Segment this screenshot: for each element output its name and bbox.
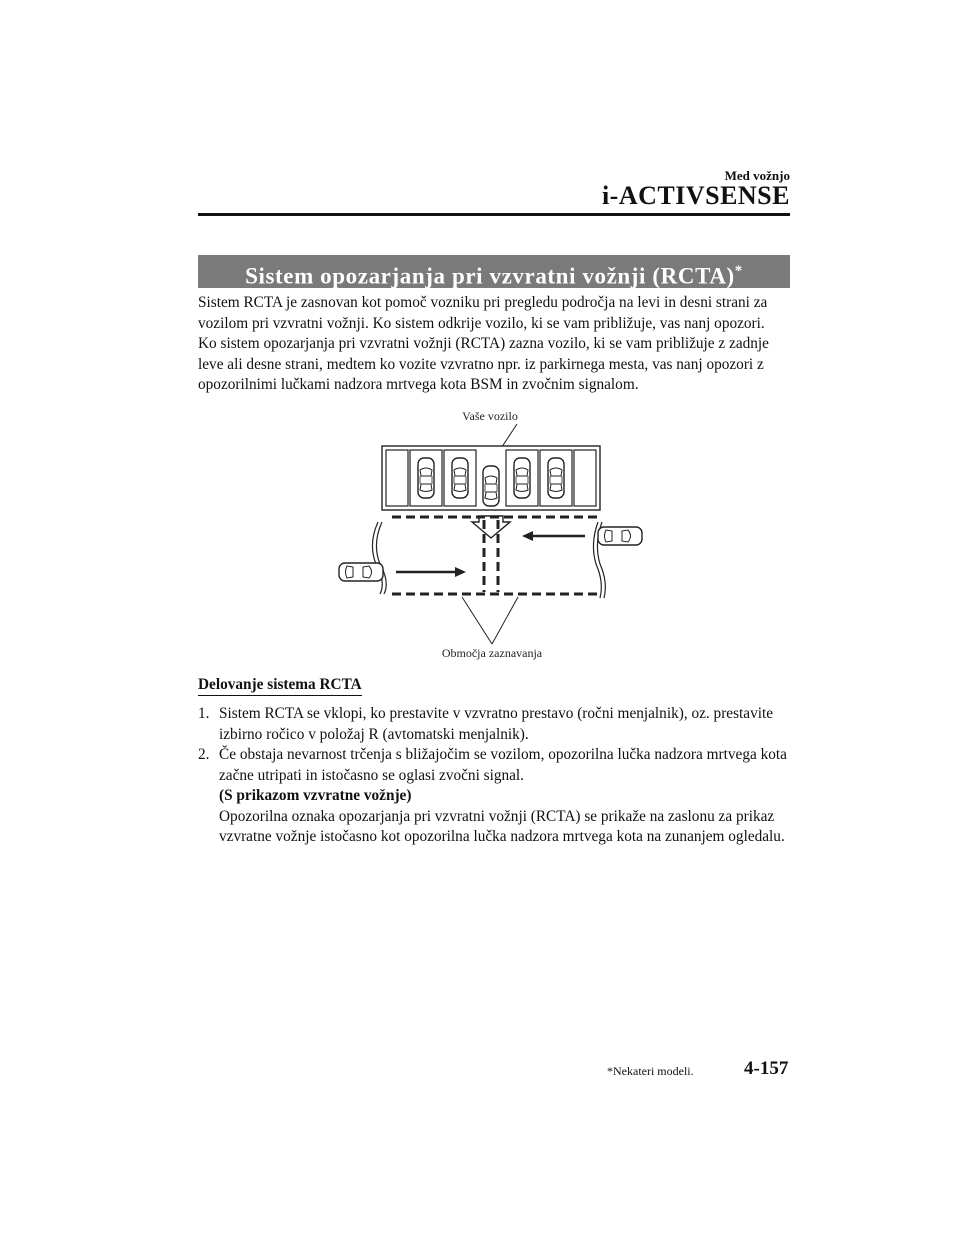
arrow-from-right bbox=[522, 531, 585, 541]
reverse-arrow bbox=[472, 516, 510, 538]
section-title: Sistem opozarjanja pri vzvratni vožnji (RCTA) bbox=[245, 263, 735, 289]
parked-car-1 bbox=[418, 458, 434, 498]
list-item bbox=[198, 704, 790, 745]
list-extra-text: Opozorilna oznaka opozarjanja pri vzvratni vožnji (RCTA) se prikaže na zaslonu za prikaz vzvratne vožnje istočasno kot opozorilna lučka nadzora mrtvega kota na zunanjem ogledalu. bbox=[219, 807, 785, 845]
list-number: 2. bbox=[198, 746, 210, 763]
label-detection-zones: Območja zaznavanja bbox=[441, 646, 543, 660]
approaching-car-left bbox=[339, 563, 383, 581]
approaching-car-right bbox=[598, 527, 642, 545]
section-asterisk: * bbox=[734, 263, 743, 279]
section-title-bar bbox=[198, 255, 790, 288]
header-subtitle: Med vožnjo bbox=[724, 168, 790, 183]
list-number: 1. bbox=[198, 705, 210, 722]
road-edge-left bbox=[376, 522, 386, 594]
leader-zone-right bbox=[492, 597, 518, 644]
parked-car-2 bbox=[452, 458, 468, 498]
arrow-from-left bbox=[396, 567, 466, 577]
leader-zone-left bbox=[462, 597, 492, 644]
operation-list bbox=[198, 704, 790, 848]
rcta-diagram bbox=[320, 404, 660, 664]
intro-paragraph-2: Ko sistem opozarjanja pri vzvratni vožnji (RCTA) zazna vozilo, ki se vam približuje z zadnje leve ali desne strani, medtem ko vozite vzvratno npr. iz parkirnega mesta, vas nanj opozori z opozorilnimi lučkami nadzora mrtvega kota BSM in zvočnim signalom. bbox=[198, 335, 769, 393]
parked-car-4 bbox=[548, 458, 564, 498]
list-text: Sistem RCTA se vklopi, ko prestavite v vzvratno prestavo (ročni menjalnik), oz. prestavite izbirno ročico v položaj R (avtomatski menjalnik). bbox=[219, 705, 774, 743]
parked-car-3 bbox=[514, 458, 530, 498]
label-your-vehicle: Vaše vozilo bbox=[462, 409, 518, 423]
header-title: i-ACTIVSENSE bbox=[601, 181, 790, 210]
list-text: Če obstaja nevarnost trčenja s bližajočim se vozilom, opozorilna lučka nadzora mrtvega kota začne utripati in istočasno se oglasi zvočni signal. bbox=[219, 746, 787, 784]
subsection-title: Delovanje sistema RCTA bbox=[198, 676, 362, 696]
footnote: *Nekateri modeli. bbox=[607, 1064, 694, 1078]
intro-paragraph-1: Sistem RCTA je zasnovan kot pomoč vozniku pri pregledu področja na levi in desni strani za vozilom pri vzvratni vožnji. Ko sistem odkrije vozilo, ki se vam približuje, vas nanj opozori. bbox=[198, 294, 768, 332]
page-number: 4-157 bbox=[744, 1058, 789, 1079]
intro-text bbox=[198, 293, 790, 396]
header-rule bbox=[198, 213, 790, 216]
own-car bbox=[483, 466, 499, 506]
list-bold-line: (S prikazom vzvratne vožnje) bbox=[219, 787, 412, 804]
list-item bbox=[198, 745, 790, 848]
road-edge-left-2 bbox=[372, 522, 382, 594]
